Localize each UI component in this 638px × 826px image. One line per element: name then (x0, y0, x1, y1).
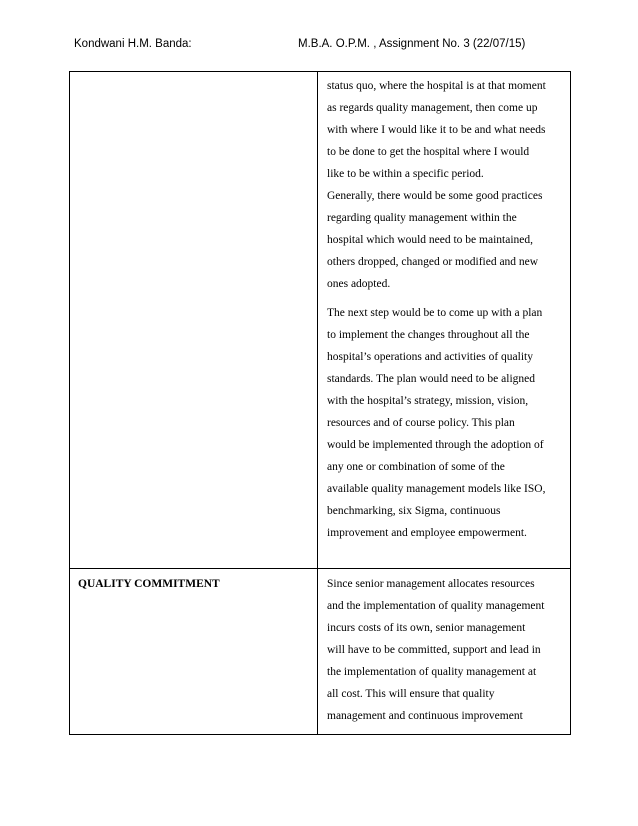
text-line: others dropped, changed or modified and new (327, 256, 539, 268)
text-line: available quality management models like ISO, (327, 483, 546, 495)
text-line: status quo, where the hospital is at that moment (327, 80, 546, 92)
text-line: resources and of course policy. This plan (327, 417, 515, 429)
text-line: will have to be committed, support and lead in (327, 644, 541, 656)
text-line: management and continuous improvement (327, 710, 523, 722)
text-line: The next step would be to come up with a plan (327, 307, 543, 319)
text-line: standards. The plan would need to be aligned (327, 373, 536, 385)
text-line: Generally, there would be some good practices (327, 190, 543, 202)
text-line: Since senior management allocates resources (327, 578, 535, 590)
assignment-table (69, 71, 571, 735)
row2-paragraph (327, 573, 567, 727)
text-line: with where I would like it to be and what needs (327, 124, 546, 136)
text-line: the implementation of quality management at (327, 666, 537, 678)
text-line: ones adopted. (327, 278, 391, 290)
row2-label: QUALITY COMMITMENT (78, 578, 220, 590)
text-line: as regards quality management, then come up (327, 102, 538, 114)
header-author: Kondwani H.M. Banda: (74, 38, 192, 50)
text-line: any one or combination of some of the (327, 461, 505, 473)
column-divider (317, 72, 318, 734)
text-line: incurs costs of its own, senior management (327, 622, 526, 634)
text-line: regarding quality management within the (327, 212, 517, 224)
row1-paragraph-1 (327, 75, 567, 295)
row-divider (70, 568, 570, 569)
text-line: improvement and employee empowerment. (327, 527, 527, 539)
text-line: to be done to get the hospital where I would (327, 146, 530, 158)
text-line: hospital which would need to be maintained, (327, 234, 533, 246)
text-line: and the implementation of quality management (327, 600, 545, 612)
page-header (74, 38, 594, 54)
text-line: to implement the changes throughout all the (327, 329, 530, 341)
text-line: with the hospital’s strategy, mission, vision, (327, 395, 529, 407)
text-line: all cost. This will ensure that quality (327, 688, 495, 700)
row1-paragraph-2 (327, 302, 567, 544)
text-line: like to be within a specific period. (327, 168, 484, 180)
text-line: would be implemented through the adoption of (327, 439, 544, 451)
text-line: hospital’s operations and activities of quality (327, 351, 534, 363)
text-line: benchmarking, six Sigma, continuous (327, 505, 501, 517)
header-course-info: M.B.A. O.P.M. , Assignment No. 3 (22/07/15) (298, 38, 526, 50)
